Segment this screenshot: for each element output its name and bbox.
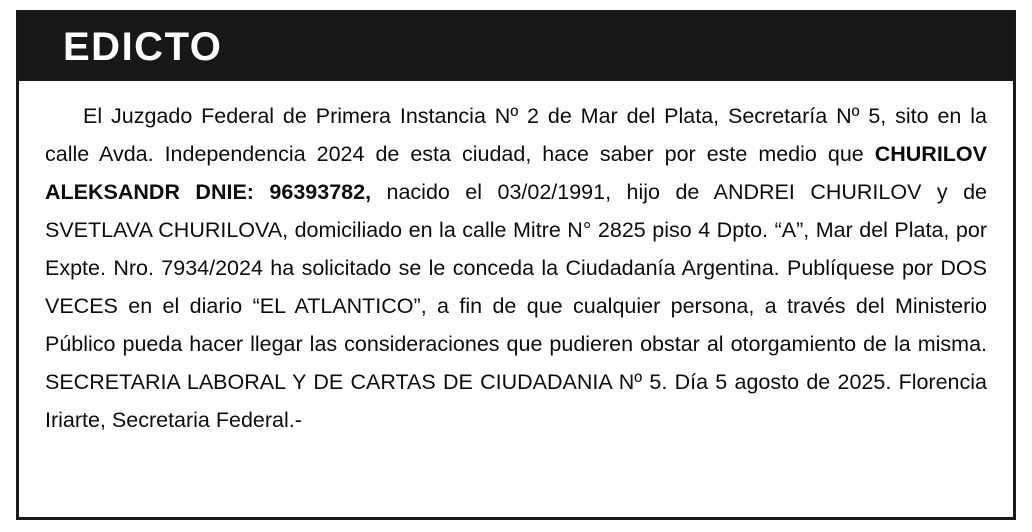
notice-header-bar	[19, 13, 1013, 81]
page-title: EDICTO	[63, 25, 223, 69]
notice-paragraph	[45, 97, 987, 439]
notice-text-segment-1: El Juzgado Federal de Primera Instancia Nº 2 de Mar del Plata, Secretaría Nº 5, sito en la calle Avda. Independencia 2024 de esta ciudad, hace saber por este medio que	[45, 104, 987, 166]
notice-text-segment-2: nacido el 03/02/1991, hijo de ANDREI CHURILOV y de SVETLAVA CHURILOVA, domiciliado en la calle Mitre N° 2825 piso 4 Dpto. “A”, Mar del Plata, por Expte. Nro. 7934/2024 ha solicitado se le conceda la Ciudadanía Argentina. Publíquese por DOS VECES en el diario “EL ATLANTICO”, a fin de que cualquier persona, a través del Ministerio Público pueda hacer llegar las consideraciones que pudieren obstar al otorgamiento de la misma. SECRETARIA LABORAL Y DE CARTAS DE CIUDADANIA Nº 5. Día 5 agosto de 2025. Florencia Iriarte, Secretaria Federal.-	[45, 180, 987, 432]
notice-emphasis-name-dni: CHURILOV ALEKSANDR DNIE: 96393782,	[45, 142, 987, 204]
edicto-notice-card	[16, 10, 1016, 520]
notice-body	[19, 81, 1013, 449]
